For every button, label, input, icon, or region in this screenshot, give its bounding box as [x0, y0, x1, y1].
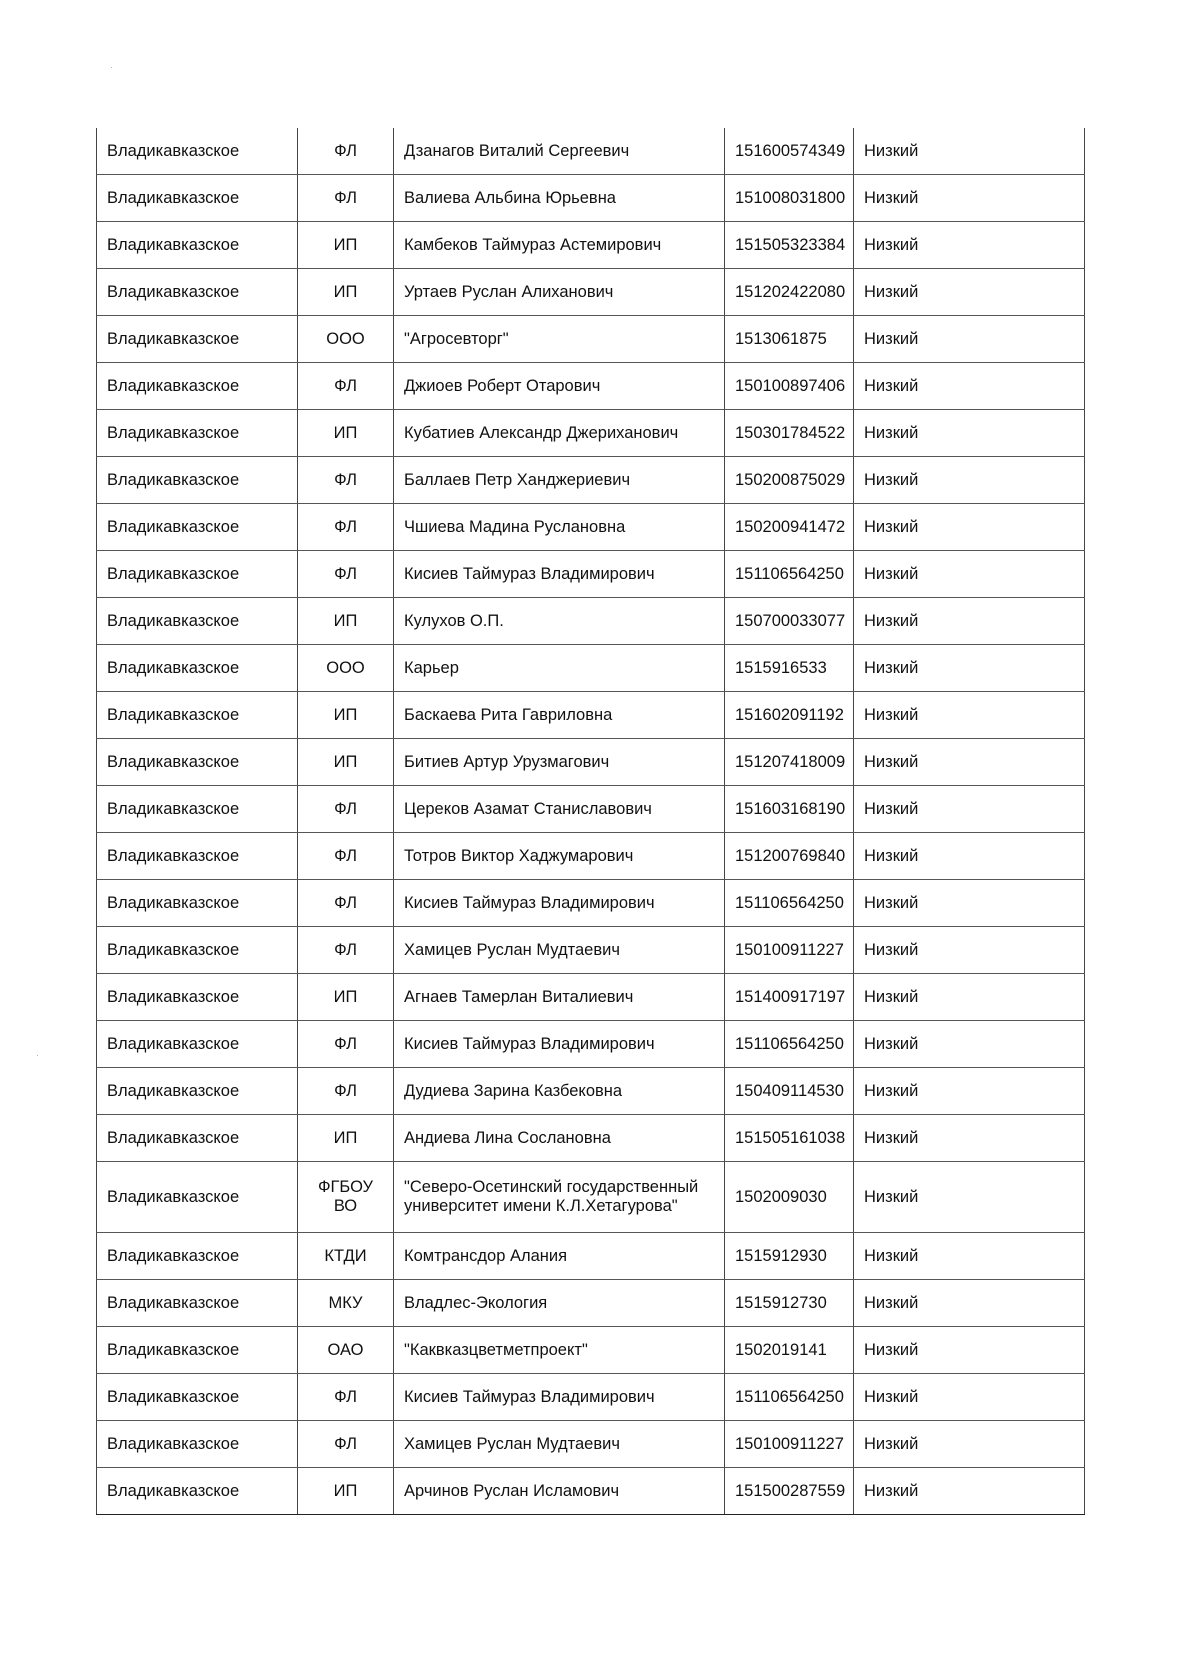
cell-risk-level: Низкий [854, 927, 1085, 974]
cell-inn: 150200875029 [725, 457, 854, 504]
cell-entity-name: Хамицев Руслан Мудтаевич [394, 927, 725, 974]
cell-risk-level: Низкий [854, 833, 1085, 880]
cell-entity-name: Андиева Лина Сослановна [394, 1115, 725, 1162]
cell-entity-type: ФЛ [298, 1021, 394, 1068]
cell-risk-level: Низкий [854, 1374, 1085, 1421]
cell-entity-name: Кисиев Таймураз Владимирович [394, 880, 725, 927]
cell-entity-name: Джиоев Роберт Отарович [394, 363, 725, 410]
table-row [97, 269, 1085, 316]
cell-entity-name: Владлес-Экология [394, 1280, 725, 1327]
cell-risk-level: Низкий [854, 316, 1085, 363]
cell-entity-name: Камбеков Таймураз Астемирович [394, 222, 725, 269]
table-row [97, 410, 1085, 457]
cell-risk-level: Низкий [854, 739, 1085, 786]
cell-inn: 150100897406 [725, 363, 854, 410]
cell-region: Владикавказское [97, 175, 298, 222]
cell-inn: 150301784522 [725, 410, 854, 457]
cell-entity-type: ФЛ [298, 504, 394, 551]
cell-entity-name: Кулухов О.П. [394, 598, 725, 645]
cell-region: Владикавказское [97, 551, 298, 598]
cell-region: Владикавказское [97, 974, 298, 1021]
cell-inn: 151106564250 [725, 1374, 854, 1421]
cell-entity-type: ИП [298, 739, 394, 786]
table-row [97, 833, 1085, 880]
cell-risk-level: Низкий [854, 1327, 1085, 1374]
table-row [97, 551, 1085, 598]
cell-inn: 151008031800 [725, 175, 854, 222]
cell-entity-name: Комтрансдор Алания [394, 1233, 725, 1280]
cell-risk-level: Низкий [854, 1021, 1085, 1068]
cell-risk-level: Низкий [854, 598, 1085, 645]
table-row [97, 222, 1085, 269]
cell-risk-level: Низкий [854, 269, 1085, 316]
cell-region: Владикавказское [97, 1468, 298, 1515]
cell-risk-level: Низкий [854, 645, 1085, 692]
cell-risk-level: Низкий [854, 1468, 1085, 1515]
cell-region: Владикавказское [97, 269, 298, 316]
cell-region: Владикавказское [97, 880, 298, 927]
cell-entity-type: ФЛ [298, 927, 394, 974]
cell-inn: 151602091192 [725, 692, 854, 739]
cell-entity-name: "Каквказцветметпроект" [394, 1327, 725, 1374]
table-row [97, 1468, 1085, 1515]
cell-region: Владикавказское [97, 1021, 298, 1068]
cell-risk-level: Низкий [854, 692, 1085, 739]
cell-risk-level: Низкий [854, 457, 1085, 504]
cell-entity-type: ИП [298, 222, 394, 269]
cell-region: Владикавказское [97, 1374, 298, 1421]
cell-entity-type: МКУ [298, 1280, 394, 1327]
cell-risk-level: Низкий [854, 410, 1085, 457]
cell-region: Владикавказское [97, 363, 298, 410]
cell-risk-level: Низкий [854, 1115, 1085, 1162]
cell-risk-level: Низкий [854, 1233, 1085, 1280]
table-row [97, 786, 1085, 833]
table-row [97, 1233, 1085, 1280]
cell-entity-type: ФЛ [298, 880, 394, 927]
cell-entity-type: ИП [298, 410, 394, 457]
cell-risk-level: Низкий [854, 880, 1085, 927]
table-row [97, 692, 1085, 739]
table-row [97, 1327, 1085, 1374]
cell-region: Владикавказское [97, 833, 298, 880]
registry-table-body [97, 128, 1085, 1515]
cell-risk-level: Низкий [854, 786, 1085, 833]
cell-entity-name: Карьер [394, 645, 725, 692]
cell-entity-type: ФЛ [298, 551, 394, 598]
cell-entity-type: ФЛ [298, 1374, 394, 1421]
table-row [97, 598, 1085, 645]
registry-table [96, 128, 1085, 1515]
cell-inn: 151600574349 [725, 128, 854, 175]
cell-risk-level: Низкий [854, 1280, 1085, 1327]
table-row [97, 1068, 1085, 1115]
cell-entity-type: ИП [298, 269, 394, 316]
cell-region: Владикавказское [97, 645, 298, 692]
table-row [97, 1280, 1085, 1327]
scan-speck: · [36, 1050, 39, 1060]
cell-inn: 151500287559 [725, 1468, 854, 1515]
cell-entity-type: ФЛ [298, 786, 394, 833]
table-row [97, 175, 1085, 222]
cell-risk-level: Низкий [854, 128, 1085, 175]
cell-risk-level: Низкий [854, 1068, 1085, 1115]
cell-entity-type: ИП [298, 598, 394, 645]
cell-entity-type: ИП [298, 974, 394, 1021]
table-row [97, 1162, 1085, 1233]
table-row [97, 457, 1085, 504]
cell-inn: 151207418009 [725, 739, 854, 786]
cell-entity-name: Баскаева Рита Гавриловна [394, 692, 725, 739]
cell-inn: 151200769840 [725, 833, 854, 880]
cell-entity-name: Дудиева Зарина Казбековна [394, 1068, 725, 1115]
cell-entity-name: Цереков Азамат Станиславович [394, 786, 725, 833]
cell-risk-level: Низкий [854, 363, 1085, 410]
cell-entity-type: ООО [298, 316, 394, 363]
cell-inn: 1515912930 [725, 1233, 854, 1280]
cell-entity-type: ФЛ [298, 363, 394, 410]
cell-region: Владикавказское [97, 786, 298, 833]
cell-region: Владикавказское [97, 1115, 298, 1162]
cell-region: Владикавказское [97, 598, 298, 645]
cell-entity-name: Валиева Альбина Юрьевна [394, 175, 725, 222]
cell-risk-level: Низкий [854, 551, 1085, 598]
cell-inn: 151202422080 [725, 269, 854, 316]
cell-inn: 151505161038 [725, 1115, 854, 1162]
cell-inn: 1502019141 [725, 1327, 854, 1374]
scan-speck: · [110, 62, 113, 72]
cell-entity-type: ООО [298, 645, 394, 692]
cell-entity-name: "Северо-Осетинский государственный университет имени К.Л.Хетагурова" [394, 1162, 725, 1233]
cell-risk-level: Низкий [854, 974, 1085, 1021]
cell-entity-name: "Агросевторг" [394, 316, 725, 363]
cell-inn: 1502009030 [725, 1162, 854, 1233]
cell-entity-name: Кисиев Таймураз Владимирович [394, 1374, 725, 1421]
table-row [97, 974, 1085, 1021]
cell-entity-name: Кубатиев Александр Джериханович [394, 410, 725, 457]
cell-entity-type: ФГБОУ ВО [298, 1162, 394, 1233]
cell-region: Владикавказское [97, 316, 298, 363]
cell-entity-type: КТДИ [298, 1233, 394, 1280]
cell-region: Владикавказское [97, 504, 298, 551]
cell-region: Владикавказское [97, 1068, 298, 1115]
cell-entity-type: ФЛ [298, 457, 394, 504]
cell-entity-type: ФЛ [298, 1068, 394, 1115]
cell-entity-type: ИП [298, 1468, 394, 1515]
cell-entity-name: Хамицев Руслан Мудтаевич [394, 1421, 725, 1468]
cell-entity-name: Дзанагов Виталий Сергеевич [394, 128, 725, 175]
cell-risk-level: Низкий [854, 1421, 1085, 1468]
cell-entity-type: ФЛ [298, 833, 394, 880]
table-row [97, 1021, 1085, 1068]
table-row [97, 316, 1085, 363]
cell-inn: 150100911227 [725, 927, 854, 974]
cell-inn: 151106564250 [725, 551, 854, 598]
table-row [97, 1374, 1085, 1421]
cell-entity-name: Чшиева Мадина Руслановна [394, 504, 725, 551]
cell-region: Владикавказское [97, 692, 298, 739]
cell-entity-type: ИП [298, 1115, 394, 1162]
table-row [97, 880, 1085, 927]
table-row [97, 128, 1085, 175]
table-row [97, 739, 1085, 786]
cell-region: Владикавказское [97, 457, 298, 504]
table-row [97, 1115, 1085, 1162]
table-row [97, 363, 1085, 410]
cell-inn: 1515916533 [725, 645, 854, 692]
cell-region: Владикавказское [97, 222, 298, 269]
cell-inn: 1515912730 [725, 1280, 854, 1327]
cell-region: Владикавказское [97, 1162, 298, 1233]
cell-inn: 151106564250 [725, 880, 854, 927]
cell-entity-name: Битиев Артур Урузмагович [394, 739, 725, 786]
cell-region: Владикавказское [97, 1421, 298, 1468]
cell-entity-type: ФЛ [298, 175, 394, 222]
cell-risk-level: Низкий [854, 222, 1085, 269]
cell-inn: 151505323384 [725, 222, 854, 269]
cell-inn: 1513061875 [725, 316, 854, 363]
cell-entity-name: Баллаев Петр Ханджериевич [394, 457, 725, 504]
table-row [97, 1421, 1085, 1468]
cell-entity-name: Уртаев Руслан Алиханович [394, 269, 725, 316]
table-row [97, 504, 1085, 551]
cell-entity-type: ИП [298, 692, 394, 739]
cell-risk-level: Низкий [854, 175, 1085, 222]
cell-region: Владикавказское [97, 128, 298, 175]
cell-entity-type: ОАО [298, 1327, 394, 1374]
cell-region: Владикавказское [97, 1280, 298, 1327]
cell-region: Владикавказское [97, 739, 298, 786]
table-row [97, 645, 1085, 692]
cell-inn: 150700033077 [725, 598, 854, 645]
cell-region: Владикавказское [97, 410, 298, 457]
cell-entity-name: Агнаев Тамерлан Виталиевич [394, 974, 725, 1021]
cell-inn: 150200941472 [725, 504, 854, 551]
cell-region: Владикавказское [97, 1327, 298, 1374]
cell-entity-name: Кисиев Таймураз Владимирович [394, 551, 725, 598]
table-row [97, 927, 1085, 974]
cell-inn: 150100911227 [725, 1421, 854, 1468]
cell-entity-type: ФЛ [298, 1421, 394, 1468]
cell-entity-name: Арчинов Руслан Исламович [394, 1468, 725, 1515]
cell-region: Владикавказское [97, 1233, 298, 1280]
cell-inn: 151603168190 [725, 786, 854, 833]
cell-risk-level: Низкий [854, 1162, 1085, 1233]
cell-region: Владикавказское [97, 927, 298, 974]
cell-entity-name: Тотров Виктор Хаджумарович [394, 833, 725, 880]
cell-risk-level: Низкий [854, 504, 1085, 551]
cell-inn: 151106564250 [725, 1021, 854, 1068]
cell-entity-name: Кисиев Таймураз Владимирович [394, 1021, 725, 1068]
cell-entity-type: ФЛ [298, 128, 394, 175]
cell-inn: 151400917197 [725, 974, 854, 1021]
cell-inn: 150409114530 [725, 1068, 854, 1115]
